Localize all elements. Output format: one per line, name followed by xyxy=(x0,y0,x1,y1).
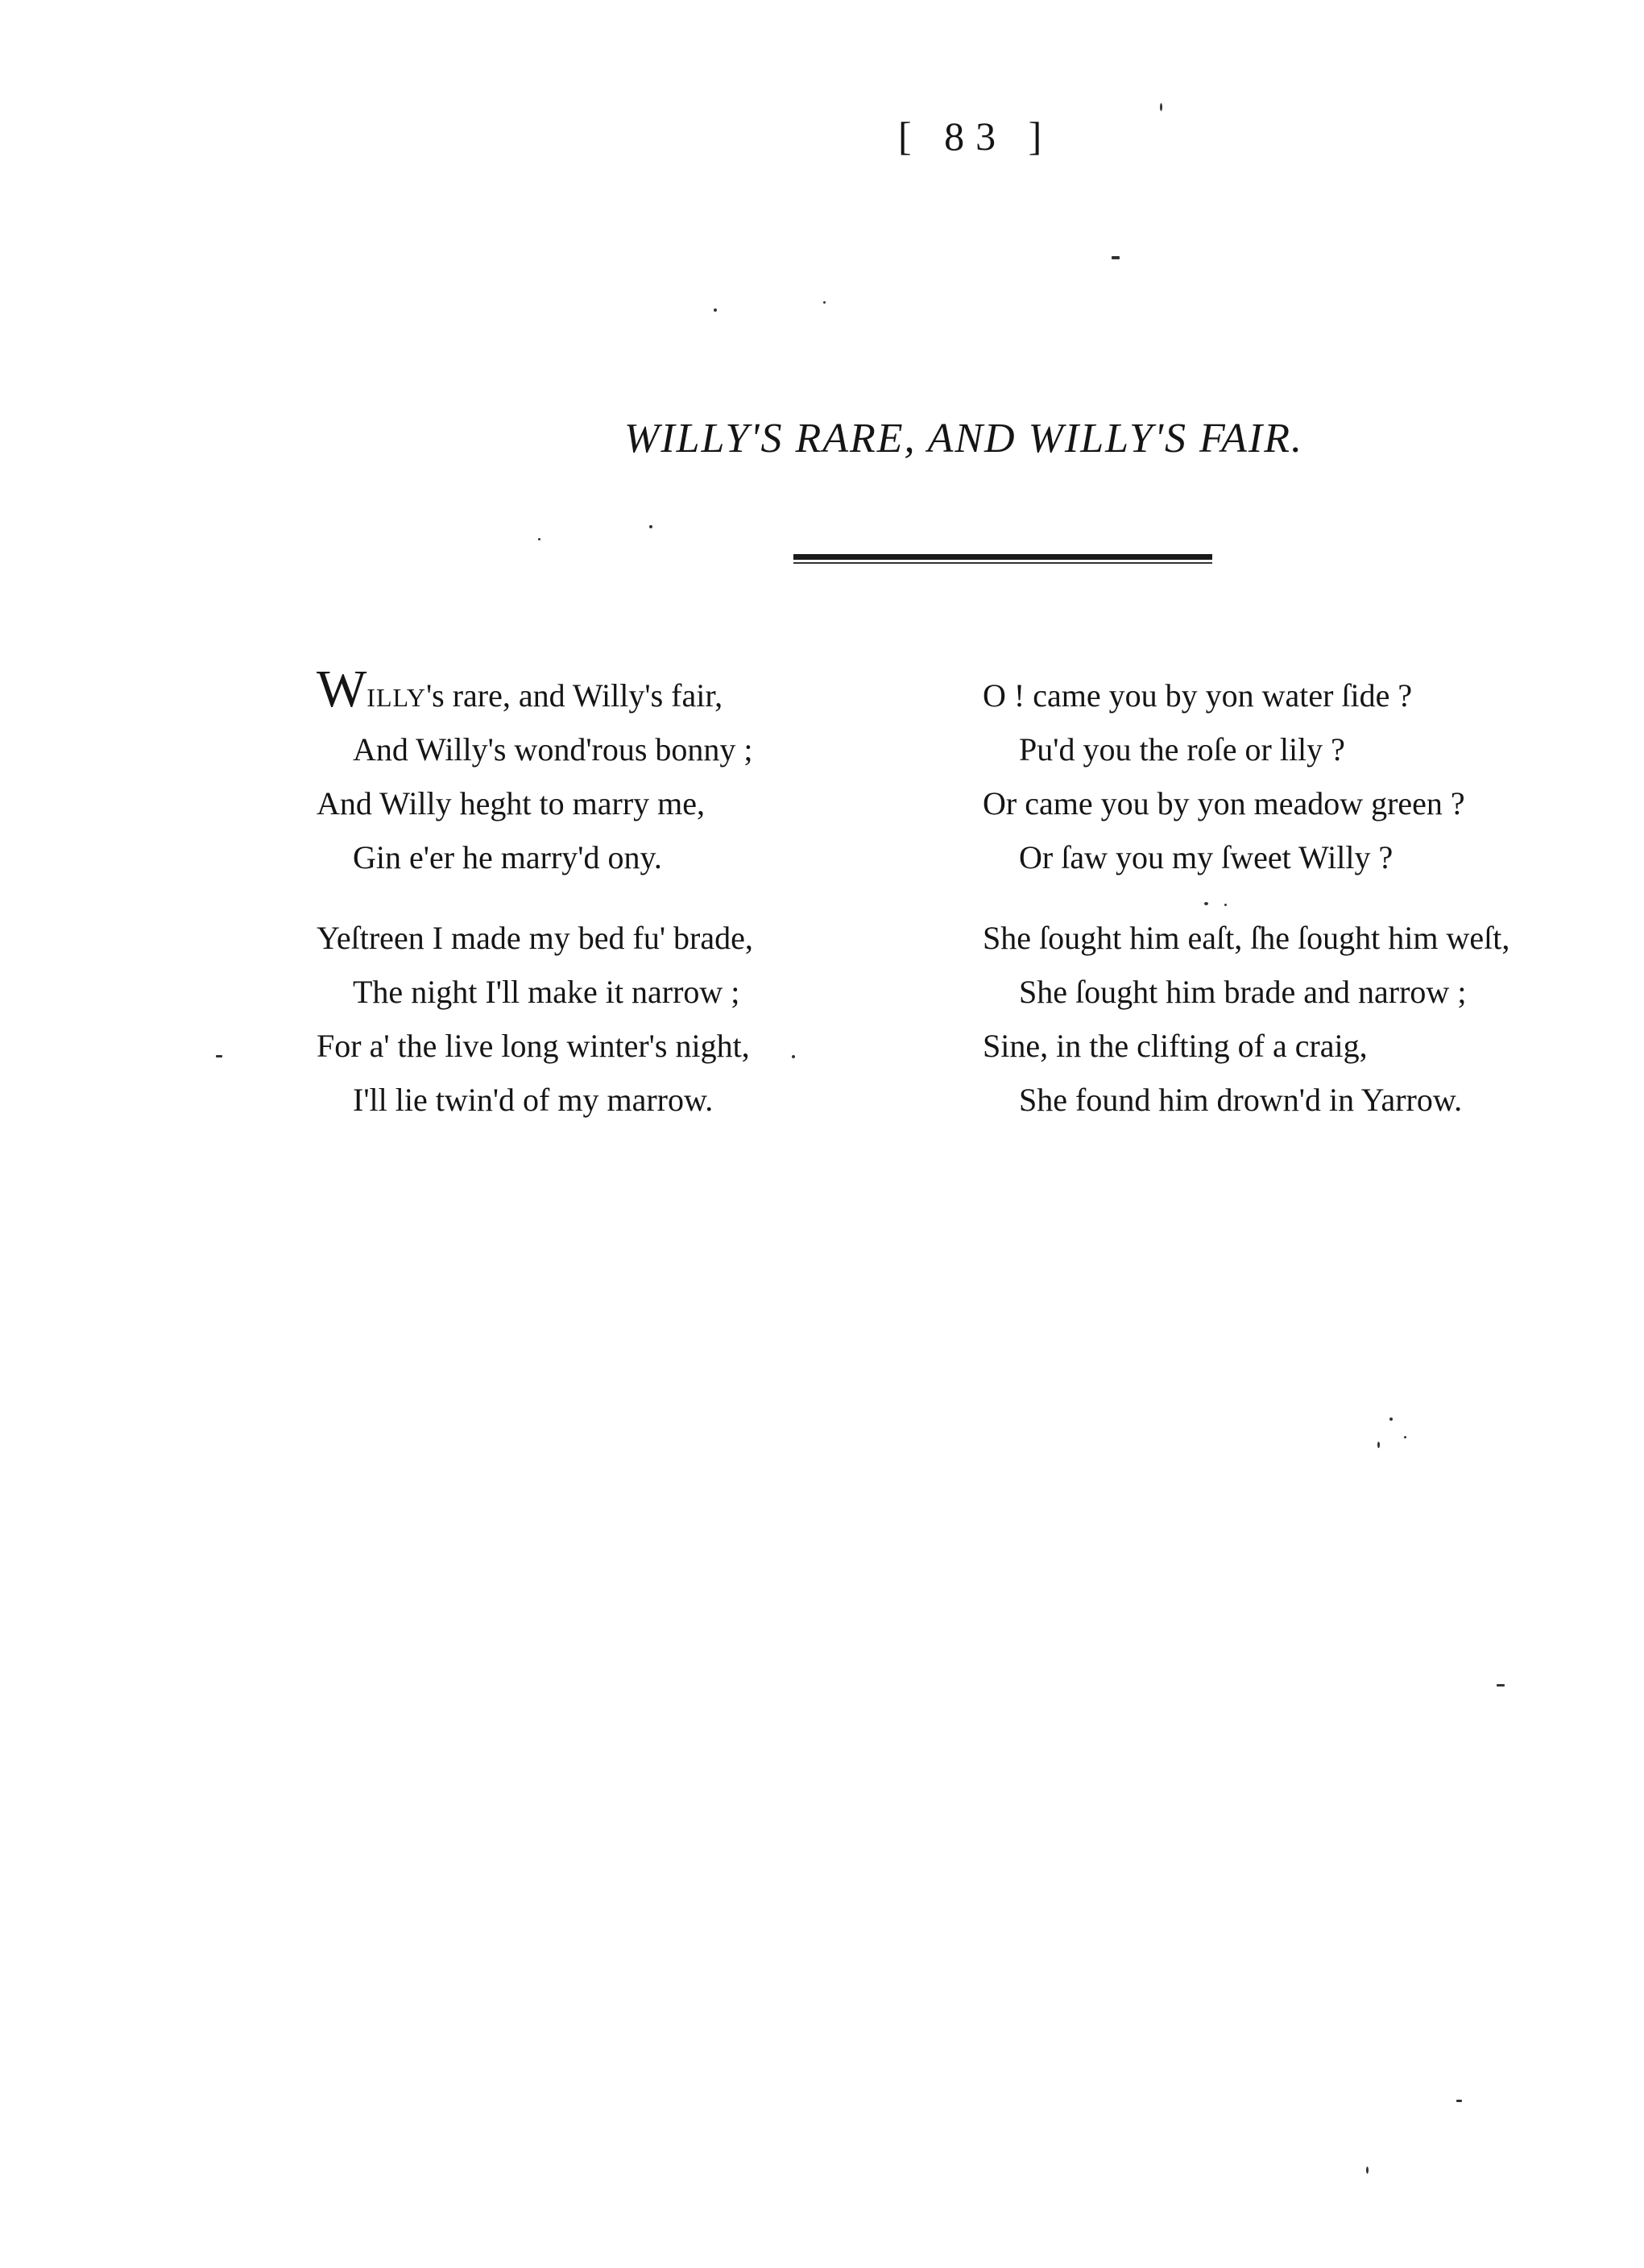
scan-speck xyxy=(1456,2100,1462,2102)
stanza-3 xyxy=(983,668,1619,884)
scan-speck xyxy=(1366,2167,1369,2174)
verse-line: Yeſtreen I made my bed fu' brade, xyxy=(317,920,753,956)
verse-line: Or came you by yon meadow green ? xyxy=(983,785,1465,822)
title-divider-rule xyxy=(793,554,1212,564)
poem-title: WILLY'S RARE, AND WILLY'S FAIR. xyxy=(624,416,1303,461)
verse-line-rest: 's rare, and Willy's fair, xyxy=(425,677,723,714)
verse-line: Sine, in the clifting of a craig, xyxy=(983,1028,1368,1064)
drop-cap: W xyxy=(317,660,367,718)
scan-speck xyxy=(792,1055,795,1058)
stanza-4 xyxy=(983,911,1619,1127)
scan-speck xyxy=(1160,103,1162,111)
scan-speck xyxy=(823,301,826,304)
verse-line: I'll lie twin'd of my marrow. xyxy=(353,1082,714,1118)
verse-line: She found him drown'd in Yarrow. xyxy=(1019,1082,1463,1118)
poem-right-column xyxy=(983,668,1619,1153)
stanza-1 xyxy=(317,660,832,884)
scan-speck xyxy=(649,525,652,528)
verse-line: The night I'll make it narrow ; xyxy=(353,974,740,1010)
verse-line: Pu'd you the roſe or lily ? xyxy=(1019,731,1345,768)
verse-line: She ſought him brade and narrow ; xyxy=(1019,974,1467,1010)
stanza-2 xyxy=(317,911,832,1127)
small-caps-text: ILLY xyxy=(366,683,426,712)
scan-speck xyxy=(1404,1436,1406,1438)
poem-left-column xyxy=(317,660,832,1153)
scan-speck xyxy=(714,308,717,312)
scan-speck xyxy=(216,1055,222,1057)
page-number: [ 83 ] xyxy=(898,114,1054,159)
scan-speck xyxy=(538,538,540,540)
verse-line: Gin e'er he marry'd ony. xyxy=(353,839,662,875)
verse-line: And Willy heght to marry me, xyxy=(317,785,706,822)
scan-speck xyxy=(1377,1442,1380,1448)
scan-speck xyxy=(1204,902,1208,905)
verse-line: Or ſaw you my ſweet Willy ? xyxy=(1019,839,1393,875)
scan-speck xyxy=(1389,1418,1393,1421)
scan-speck xyxy=(1224,904,1227,906)
verse-line: O ! came you by yon water ſide ? xyxy=(983,677,1413,714)
verse-line: She ſought him eaſt, ſhe ſought him weſt, xyxy=(983,920,1510,956)
scan-speck xyxy=(1497,1684,1505,1687)
scan-speck xyxy=(1112,256,1120,259)
verse-line: For a' the live long winter's night, xyxy=(317,1028,750,1064)
verse-line: And Willy's wond'rous bonny ; xyxy=(353,731,753,768)
verse-line xyxy=(317,660,832,722)
